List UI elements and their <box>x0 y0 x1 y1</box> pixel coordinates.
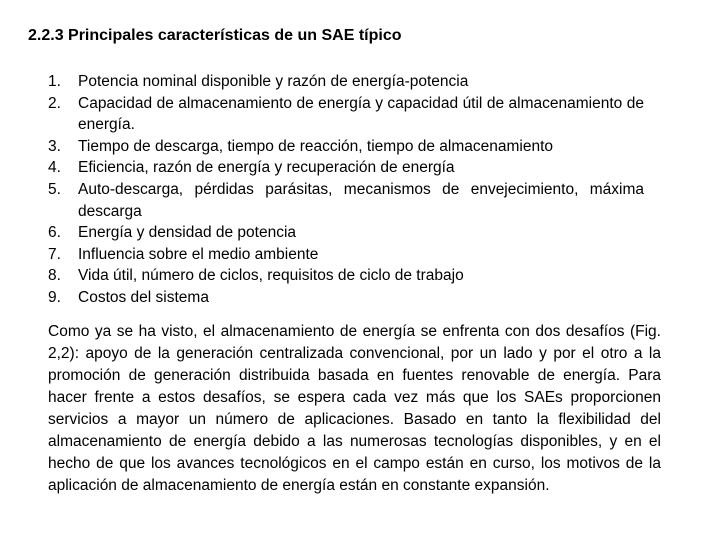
list-item-text: Influencia sobre el medio ambiente <box>78 245 319 263</box>
list-item <box>48 222 644 244</box>
list-item <box>48 136 644 158</box>
list-item-text: Energía y densidad de potencia <box>78 224 297 242</box>
list-item-number: 5. <box>48 180 61 198</box>
list-item <box>48 244 644 266</box>
list-item-text: Potencia nominal disponible y razón de energía-potencia <box>78 73 469 90</box>
list-item-text: Tiempo de descarga, tiempo de reacción, tiempo de almacenamiento <box>78 137 554 155</box>
list-item-number: 7. <box>48 245 61 263</box>
list-item-number: 4. <box>48 159 61 177</box>
list-item-text: Capacidad de almacenamiento de energía y capacidad útil de almacenamiento de energía. <box>78 94 644 134</box>
body-paragraph: Como ya se ha visto, el almacenamiento de energía se enfrenta con dos desafíos (Fig. 2,2): apoyo de la generación centralizada convencional, por un lado y por el otro a la promoción de generación distribuida basada en fuentes renovable de energía. Para hacer frente a estos desafíos, se espera cada vez más que los SAEs proporcionen servicios a mayor un número de aplicaciones. Basado en tanto la flexibilidad del almacenamiento de energía debido a las numerosas tecnologías disponibles, y en el hecho de que los avances tecnológicos en el campo están en curso, los motivos de la aplicación de almacenamiento de energía están en constante expansión. <box>48 323 661 494</box>
list-item <box>48 287 644 309</box>
list-item-number: 3. <box>48 137 61 155</box>
section-heading: 2.2.3 Principales características de un SAE típico <box>28 27 402 44</box>
list-item-text: Eficiencia, razón de energía y recuperación de energía <box>78 159 455 177</box>
list-item-number: 8. <box>48 267 61 285</box>
list-item-text: Costos del sistema <box>78 288 209 306</box>
list-item-number: 9. <box>48 288 61 306</box>
list-item-number: 2. <box>48 94 61 112</box>
list-item-number: 6. <box>48 224 61 242</box>
list-item <box>48 71 644 93</box>
list-item-text: Auto-descarga, pérdidas parásitas, mecanismos de envejecimiento, máxima descarga <box>78 180 644 220</box>
list-item-number: 1. <box>48 73 61 90</box>
list-item <box>48 93 644 136</box>
list-item <box>48 179 644 222</box>
list-item <box>48 157 644 179</box>
list-item <box>48 265 644 287</box>
characteristics-list <box>48 71 644 309</box>
list-item-text: Vida útil, número de ciclos, requisitos de ciclo de trabajo <box>78 267 464 285</box>
